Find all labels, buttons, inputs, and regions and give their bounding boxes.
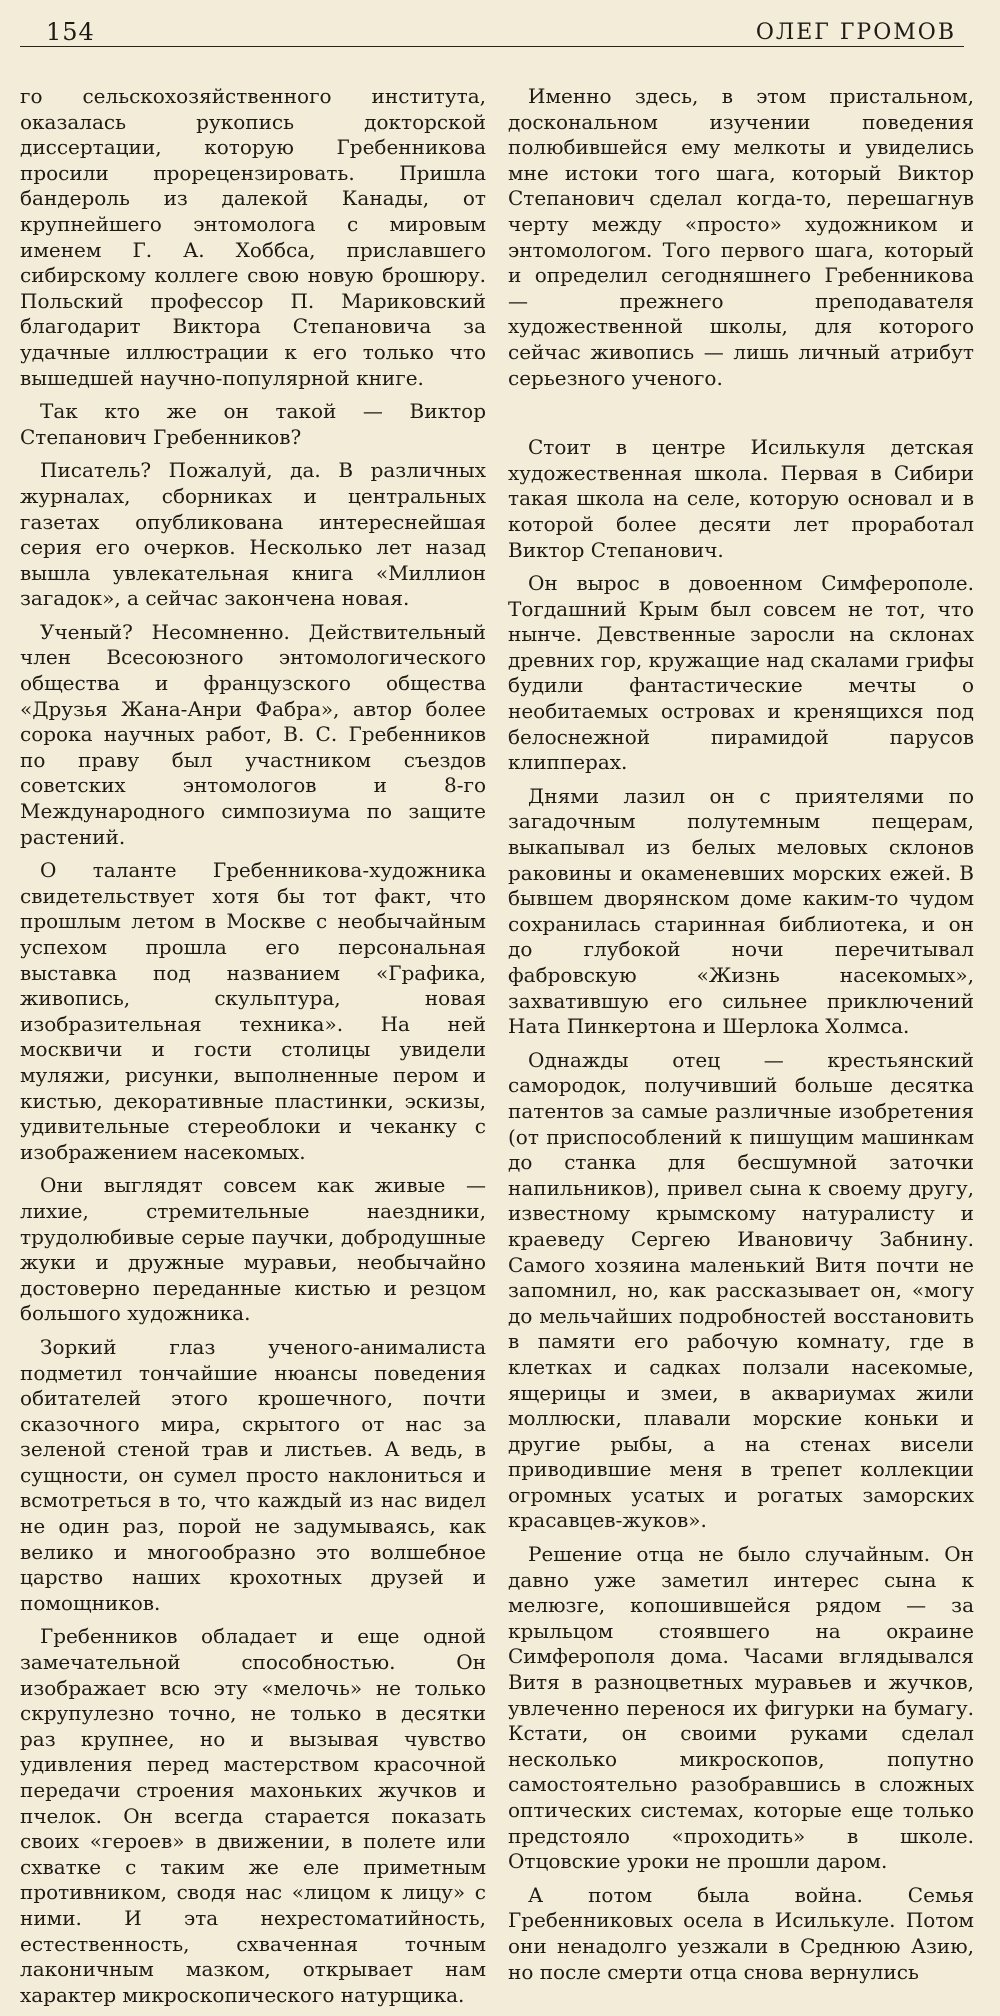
right-column [508,84,974,1993]
page-number: 154 [46,18,95,46]
paragraph: Зоркий глаз ученого-анималиста подметил тончайшие нюансы поведения обитателей этого крошечного, почти сказочного мира, скрытого от нас за зеленой стеной трав и листьев. А ведь, в сущности, он сумел просто наклониться и всмотреться в то, что каждый из нас видел не один раз, порой не задумываясь, как велико и многообразно это волшебное царство наших крохотных друзей и помощников. [20,1334,486,1615]
paragraph: Ученый? Несомненно. Действительный член Всесоюзного энтомологического общества и французского общества «Друзья Жана-Анри Фабра», автор более сорока научных работ, В. С. Гребенников по праву был участником съездов советских энтомологов и 8-го Международного симпозиума по защите растений. [20,619,486,849]
paragraph: Так кто же он такой — Виктор Степанович Гребенников? [20,399,486,449]
paragraph: А потом была война. Семья Гребенниковых осела в Исилькуле. Потом они ненадолго уезжали в Среднюю Азию, но после смерти отца снова вернулись [508,1882,974,1984]
running-title-author: ОЛЕГ ГРОМОВ [755,20,956,45]
paragraph: Однажды отец — крестьянский самородок, получивший больше десятка патентов за самые различные изобретения (от приспособлений к пишущим машинкам до станка для бесшумной заточки напильников), привел сына к своему другу, известному крымскому натуралисту и краеведу Сергею Ивановичу Забнину. Самого хозяина маленький Витя почти не запомнил, но, как рассказывает он, «могу до мельчайших подробностей восстановить в памяти его рабочую комнату, где в клетках и садках ползали насекомые, ящерицы и змеи, в аквариумах жили моллюски, плавали морские коньки и другие рыбы, а на стенах висели приводившие меня в трепет коллекции огромных усатых и рогатых заморских красавцев-жуков». [508,1047,974,1533]
paragraph: Гребенников обладает и еще одной замечательной способностью. Он изображает всю эту «мелочь» не только скрупулезно точно, не только в десятки раз крупнее, но и вызывая чувство удивления перед мастерством красочной передачи строения махоньких жучков и пчелок. Он всегда старается показать своих «героев» в движении, в полете или схватке с таким же еле приметным противником, сводя нас «лицом к лицу» с ними. И эта нехрестоматийность, естественность, схваченная точным лаконичным мазком, открывает нам характер микроскопического натурщика. [20,1624,486,2007]
paragraph: Писатель? Пожалуй, да. В различных журналах, сборниках и центральных газетах опубликована интереснейшая серия его очерков. Несколько лет назад вышла увлекательная книга «Миллион загадок», а сейчас закончена новая. [20,458,486,611]
left-column [20,84,486,2016]
paragraph: Днями лазил он с приятелями по загадочным полутемным пещерам, выкапывал из белых меловых склонов раковины и окаменевших морских ежей. В бывшем дворянском доме каким-то чудом сохранилась старинная библиотека, и он до глубокой ночи перечитывал фабровскую «Жизнь насекомых», захватившую его сильнее приключений Ната Пинкертона и Шерлока Холмса. [508,783,974,1039]
running-header [20,12,964,47]
paragraph: Он вырос в довоенном Симферополе. Тогдашний Крым был совсем не тот, что нынче. Девственные заросли на склонах древних гор, кружащие над скалами грифы будили фантастические мечты о необитаемых островах и кренящихся под белоснежной пирамидой парусов клипперах. [508,571,974,775]
paragraph: го сельскохозяйственного института, оказалась рукопись докторской диссертации, которую Гребенникова просили прорецензировать. Пришла бандероль из далекой Канады, от крупнейшего энтомолога с мировым именем Г. А. Хоббса, приславшего сибирскому коллеге свою новую брошюру. Польский профессор П. Мариковский благодарит Виктора Степановича за удачные иллюстрации к его только что вышедшей научно-популярной книге. [20,84,486,390]
paragraph: Решение отца не было случайным. Он давно уже заметил интерес сына к мелюзге, копошившейся рядом — за крыльцом стоявшего на окраине Симферополя дома. Часами вглядывался Витя в разноцветных муравьев и жучков, увлеченно перенося их фигурки на бумагу. Кстати, он своими руками сделал несколько микроскопов, попутно самостоятельно разобравшись в сложных оптических системах, которые еще только предстояло «проходить» в школе. Отцовские уроки не прошли даром. [508,1542,974,1874]
paragraph: О таланте Гребенникова-художника свидетельствует хотя бы тот факт, что прошлым летом в Москве с необычайным успехом прошла его персональная выставка под названием «Графика, живопись, скульптура, новая изобразительная техника». На ней москвичи и гости столицы увидели муляжи, рисунки, выполненные пером и кистью, декоративные пластинки, эскизы, удивительные стереоблоки и чеканку с изображением насекомых. [20,858,486,1164]
paragraph: Именно здесь, в этом пристальном, доскональном изучении поведения полюбившейся ему мелкоты и увиделись мне истоки того шага, который Виктор Степанович сделал когда-то, перешагнув черту между «просто» художником и энтомологом. Того первого шага, который и определил сегодняшнего Гребенникова — прежнего преподавателя художественной школы, для которого сейчас живопись — лишь личный атрибут серьезного ученого. [508,84,974,390]
paragraph: Они выглядят совсем как живые — лихие, стремительные наездники, трудолюбивые серые паучки, добродушные жуки и дружные муравьи, необычайно достоверно переданные кистью и резцом большого художника. [20,1173,486,1326]
paragraph-section-start: Стоит в центре Исилькуля детская художественная школа. Первая в Сибири такая школа на селе, которую основал и в которой более десяти лет проработал Виктор Степанович. [508,435,974,562]
